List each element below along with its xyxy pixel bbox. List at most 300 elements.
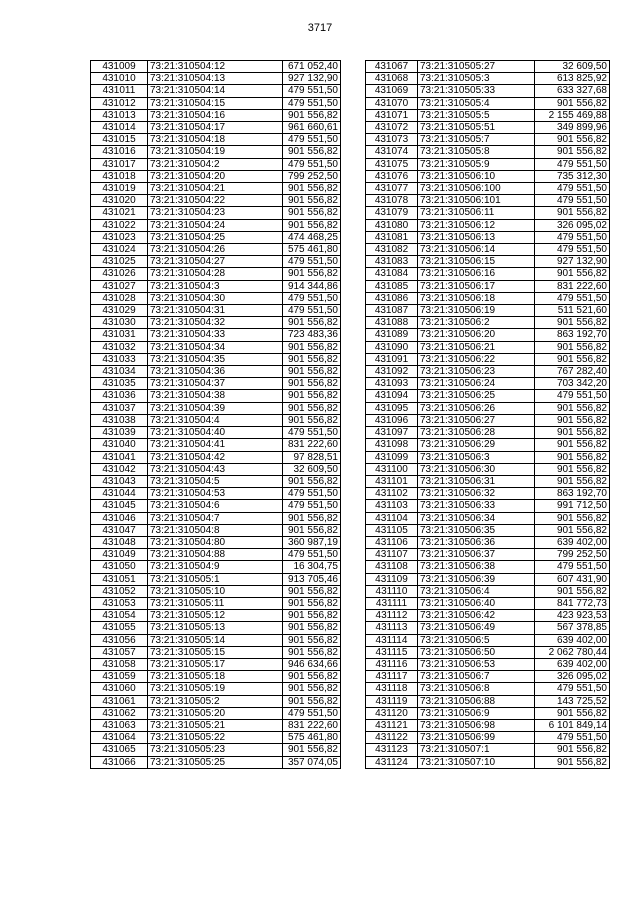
table-row — [366, 122, 610, 134]
record-number-cell: 431010 — [91, 73, 148, 85]
record-number-cell: 431072 — [366, 122, 418, 134]
value-cell: 901 556,82 — [283, 366, 341, 378]
value-cell: 914 344,86 — [283, 280, 341, 292]
table-row — [366, 305, 610, 317]
cadastral-number-cell: 73:21:310506:42 — [418, 610, 535, 622]
table-row — [91, 134, 341, 146]
record-number-cell: 431040 — [91, 439, 148, 451]
cadastral-number-cell: 73:21:310506:39 — [418, 573, 535, 585]
cadastral-number-cell: 73:21:310505:3 — [418, 73, 535, 85]
table-row — [366, 695, 610, 707]
table-row — [91, 646, 341, 658]
value-cell: 901 556,82 — [283, 610, 341, 622]
record-number-cell: 431121 — [366, 719, 418, 731]
record-number-cell: 431122 — [366, 732, 418, 744]
value-cell: 901 556,82 — [535, 146, 610, 158]
record-number-cell: 431104 — [366, 512, 418, 524]
table-row — [91, 439, 341, 451]
record-number-cell: 431100 — [366, 463, 418, 475]
cadastral-number-cell: 73:21:310506:2 — [418, 317, 535, 329]
cadastral-number-cell: 73:21:310506:33 — [418, 500, 535, 512]
value-cell: 927 132,90 — [535, 256, 610, 268]
record-number-cell: 431088 — [366, 317, 418, 329]
value-cell: 901 556,82 — [535, 414, 610, 426]
table-row — [91, 585, 341, 597]
value-cell: 863 192,70 — [535, 329, 610, 341]
table-row — [91, 317, 341, 329]
value-cell: 961 660,61 — [283, 122, 341, 134]
table-row — [366, 488, 610, 500]
value-cell: 901 556,82 — [283, 597, 341, 609]
value-cell: 901 556,82 — [535, 402, 610, 414]
value-cell: 349 899,96 — [535, 122, 610, 134]
record-number-cell: 431061 — [91, 695, 148, 707]
value-cell: 511 521,60 — [535, 305, 610, 317]
record-number-cell: 431060 — [91, 683, 148, 695]
cadastral-number-cell: 73:21:310506:3 — [418, 451, 535, 463]
cadastral-number-cell: 73:21:310506:101 — [418, 195, 535, 207]
cadastral-number-cell: 73:21:310505:13 — [148, 622, 283, 634]
value-cell: 671 052,40 — [283, 61, 341, 73]
cadastral-number-cell: 73:21:310506:36 — [418, 536, 535, 548]
value-cell: 901 556,82 — [283, 622, 341, 634]
record-number-cell: 431035 — [91, 378, 148, 390]
value-cell: 575 461,80 — [283, 732, 341, 744]
record-number-cell: 431111 — [366, 597, 418, 609]
cadastral-number-cell: 73:21:310505:18 — [148, 671, 283, 683]
record-number-cell: 431046 — [91, 512, 148, 524]
record-number-cell: 431071 — [366, 109, 418, 121]
cadastral-number-cell: 73:21:310504:38 — [148, 390, 283, 402]
record-number-cell: 431051 — [91, 573, 148, 585]
value-cell: 901 556,82 — [283, 634, 341, 646]
record-number-cell: 431044 — [91, 488, 148, 500]
record-number-cell: 431092 — [366, 366, 418, 378]
cadastral-number-cell: 73:21:310506:5 — [418, 634, 535, 646]
table-row — [366, 170, 610, 182]
cadastral-number-cell: 73:21:310504:16 — [148, 109, 283, 121]
value-cell: 479 551,50 — [283, 85, 341, 97]
table-row — [366, 219, 610, 231]
record-number-cell: 431050 — [91, 561, 148, 573]
record-number-cell: 431039 — [91, 427, 148, 439]
record-number-cell: 431115 — [366, 646, 418, 658]
table-row — [366, 366, 610, 378]
record-number-cell: 431023 — [91, 231, 148, 243]
table-row — [366, 658, 610, 670]
record-number-cell: 431062 — [91, 707, 148, 719]
cadastral-number-cell: 73:21:310505:8 — [418, 146, 535, 158]
value-cell: 831 222,60 — [283, 719, 341, 731]
cadastral-number-cell: 73:21:310504:32 — [148, 317, 283, 329]
table-row — [366, 353, 610, 365]
record-number-cell: 431014 — [91, 122, 148, 134]
table-row — [366, 744, 610, 756]
table-row — [91, 610, 341, 622]
value-cell: 735 312,30 — [535, 170, 610, 182]
table-row — [366, 231, 610, 243]
cadastral-number-cell: 73:21:310506:34 — [418, 512, 535, 524]
table-row — [91, 183, 341, 195]
value-cell: 479 551,50 — [283, 134, 341, 146]
cadastral-number-cell: 73:21:310506:38 — [418, 561, 535, 573]
record-number-cell: 431079 — [366, 207, 418, 219]
value-cell: 901 556,82 — [535, 451, 610, 463]
table-row — [366, 634, 610, 646]
cadastral-number-cell: 73:21:310505:14 — [148, 634, 283, 646]
table-row — [91, 488, 341, 500]
cadastral-number-cell: 73:21:310504:2 — [148, 158, 283, 170]
value-cell: 357 074,05 — [283, 756, 341, 768]
record-number-cell: 431067 — [366, 61, 418, 73]
record-number-cell: 431013 — [91, 109, 148, 121]
table-row — [366, 183, 610, 195]
record-number-cell: 431099 — [366, 451, 418, 463]
cadastral-number-cell: 73:21:310506:12 — [418, 219, 535, 231]
value-cell: 613 825,92 — [535, 73, 610, 85]
table-row — [366, 427, 610, 439]
value-cell: 479 551,50 — [535, 561, 610, 573]
cadastral-number-cell: 73:21:310504:42 — [148, 451, 283, 463]
cadastral-number-cell: 73:21:310506:32 — [418, 488, 535, 500]
value-cell: 360 987,19 — [283, 536, 341, 548]
record-number-cell: 431076 — [366, 170, 418, 182]
table-row — [366, 146, 610, 158]
value-cell: 479 551,50 — [283, 292, 341, 304]
value-cell: 901 556,82 — [535, 207, 610, 219]
cadastral-number-cell: 73:21:310504:4 — [148, 414, 283, 426]
value-cell: 326 095,02 — [535, 219, 610, 231]
value-cell: 479 551,50 — [535, 683, 610, 695]
value-cell: 479 551,50 — [535, 183, 610, 195]
cadastral-number-cell: 73:21:310504:7 — [148, 512, 283, 524]
value-cell: 901 556,82 — [283, 414, 341, 426]
cadastral-number-cell: 73:21:310506:29 — [418, 439, 535, 451]
record-number-cell: 431097 — [366, 427, 418, 439]
table-row — [366, 256, 610, 268]
record-number-cell: 431109 — [366, 573, 418, 585]
table-row — [91, 427, 341, 439]
table-row — [91, 244, 341, 256]
record-number-cell: 431056 — [91, 634, 148, 646]
value-cell: 799 252,50 — [535, 549, 610, 561]
value-cell: 901 556,82 — [535, 268, 610, 280]
table-row — [91, 573, 341, 585]
record-number-cell: 431041 — [91, 451, 148, 463]
value-cell: 901 556,82 — [535, 756, 610, 768]
table-row — [366, 85, 610, 97]
cadastral-number-cell: 73:21:310504:19 — [148, 146, 283, 158]
record-number-cell: 431028 — [91, 292, 148, 304]
value-cell: 901 556,82 — [283, 695, 341, 707]
value-cell: 901 556,82 — [283, 524, 341, 536]
table-row — [366, 73, 610, 85]
table-row — [91, 695, 341, 707]
value-cell: 946 634,66 — [283, 658, 341, 670]
cadastral-number-cell: 73:21:310504:43 — [148, 463, 283, 475]
record-number-cell: 431095 — [366, 402, 418, 414]
table-row — [366, 610, 610, 622]
table-row — [366, 195, 610, 207]
value-cell: 2 155 469,88 — [535, 109, 610, 121]
record-number-cell: 431049 — [91, 549, 148, 561]
cadastral-number-cell: 73:21:310505:15 — [148, 646, 283, 658]
table-row — [366, 500, 610, 512]
table-row — [91, 414, 341, 426]
cadastral-number-cell: 73:21:310504:9 — [148, 561, 283, 573]
value-cell: 901 556,82 — [283, 390, 341, 402]
cadastral-number-cell: 73:21:310506:24 — [418, 378, 535, 390]
cadastral-number-cell: 73:21:310504:5 — [148, 475, 283, 487]
cadastral-number-cell: 73:21:310505:2 — [148, 695, 283, 707]
value-cell: 479 551,50 — [283, 158, 341, 170]
table-row — [366, 134, 610, 146]
cadastral-number-cell: 73:21:310504:8 — [148, 524, 283, 536]
record-number-cell: 431091 — [366, 353, 418, 365]
table-row — [91, 292, 341, 304]
cadastral-number-cell: 73:21:310506:11 — [418, 207, 535, 219]
record-number-cell: 431114 — [366, 634, 418, 646]
table-row — [366, 622, 610, 634]
record-number-cell: 431045 — [91, 500, 148, 512]
record-number-cell: 431105 — [366, 524, 418, 536]
cadastral-number-cell: 73:21:310505:12 — [148, 610, 283, 622]
record-number-cell: 431093 — [366, 378, 418, 390]
table-row — [91, 73, 341, 85]
value-cell: 479 551,50 — [283, 500, 341, 512]
value-cell: 326 095,02 — [535, 671, 610, 683]
cadastral-number-cell: 73:21:310504:30 — [148, 292, 283, 304]
table-row — [91, 658, 341, 670]
value-cell: 863 192,70 — [535, 488, 610, 500]
table-row — [366, 573, 610, 585]
table-row — [91, 158, 341, 170]
record-number-cell: 431077 — [366, 183, 418, 195]
table-row — [91, 634, 341, 646]
record-number-cell: 431020 — [91, 195, 148, 207]
value-cell: 474 468,25 — [283, 231, 341, 243]
cadastral-number-cell: 73:21:310506:17 — [418, 280, 535, 292]
record-number-cell: 431024 — [91, 244, 148, 256]
table-row — [91, 146, 341, 158]
value-cell: 901 556,82 — [283, 207, 341, 219]
cadastral-number-cell: 73:21:310505:23 — [148, 744, 283, 756]
cadastral-number-cell: 73:21:310504:23 — [148, 207, 283, 219]
cadastral-number-cell: 73:21:310506:21 — [418, 341, 535, 353]
table-row — [366, 585, 610, 597]
value-cell: 479 551,50 — [283, 97, 341, 109]
value-cell: 901 556,82 — [283, 183, 341, 195]
record-number-cell: 431021 — [91, 207, 148, 219]
table-row — [91, 671, 341, 683]
table-row — [366, 671, 610, 683]
value-cell: 143 725,52 — [535, 695, 610, 707]
record-number-cell: 431123 — [366, 744, 418, 756]
record-number-cell: 431018 — [91, 170, 148, 182]
cadastral-number-cell: 73:21:310504:25 — [148, 231, 283, 243]
record-number-cell: 431053 — [91, 597, 148, 609]
record-number-cell: 431016 — [91, 146, 148, 158]
value-cell: 479 551,50 — [535, 292, 610, 304]
table-row — [91, 500, 341, 512]
record-number-cell: 431084 — [366, 268, 418, 280]
record-number-cell: 431096 — [366, 414, 418, 426]
value-cell: 901 556,82 — [535, 512, 610, 524]
record-number-cell: 431057 — [91, 646, 148, 658]
table-row — [366, 732, 610, 744]
record-number-cell: 431117 — [366, 671, 418, 683]
table-row — [366, 707, 610, 719]
cadastral-number-cell: 73:21:310505:21 — [148, 719, 283, 731]
table-row — [91, 109, 341, 121]
table-row — [91, 170, 341, 182]
table-row — [91, 329, 341, 341]
record-number-cell: 431065 — [91, 744, 148, 756]
record-number-cell: 431080 — [366, 219, 418, 231]
record-number-cell: 431048 — [91, 536, 148, 548]
cadastral-number-cell: 73:21:310504:88 — [148, 549, 283, 561]
record-number-cell: 431064 — [91, 732, 148, 744]
cadastral-number-cell: 73:21:310504:28 — [148, 268, 283, 280]
record-number-cell: 431047 — [91, 524, 148, 536]
record-number-cell: 431073 — [366, 134, 418, 146]
value-cell: 831 222,60 — [283, 439, 341, 451]
value-cell: 723 483,36 — [283, 329, 341, 341]
cadastral-number-cell: 73:21:310506:7 — [418, 671, 535, 683]
value-cell: 479 551,50 — [535, 390, 610, 402]
cadastral-number-cell: 73:21:310506:20 — [418, 329, 535, 341]
record-number-cell: 431113 — [366, 622, 418, 634]
value-cell: 901 556,82 — [535, 524, 610, 536]
cadastral-number-cell: 73:21:310505:7 — [418, 134, 535, 146]
record-number-cell: 431087 — [366, 305, 418, 317]
record-number-cell: 431082 — [366, 244, 418, 256]
value-cell: 32 609,50 — [283, 463, 341, 475]
record-number-cell: 431042 — [91, 463, 148, 475]
value-cell: 479 551,50 — [283, 549, 341, 561]
table-row — [366, 158, 610, 170]
page-number: 3717 — [307, 22, 333, 34]
record-number-cell: 431012 — [91, 97, 148, 109]
cadastral-number-cell: 73:21:310506:40 — [418, 597, 535, 609]
record-number-cell: 431017 — [91, 158, 148, 170]
cadastral-number-cell: 73:21:310504:14 — [148, 85, 283, 97]
record-number-cell: 431058 — [91, 658, 148, 670]
cadastral-number-cell: 73:21:310506:26 — [418, 402, 535, 414]
table-row — [366, 268, 610, 280]
cadastral-number-cell: 73:21:310506:99 — [418, 732, 535, 744]
value-cell: 901 556,82 — [535, 353, 610, 365]
value-cell: 575 461,80 — [283, 244, 341, 256]
cadastral-number-cell: 73:21:310505:4 — [418, 97, 535, 109]
table-row — [91, 97, 341, 109]
cadastral-number-cell: 73:21:310504:20 — [148, 170, 283, 182]
table-row — [366, 561, 610, 573]
cadastral-number-cell: 73:21:310506:31 — [418, 475, 535, 487]
record-number-cell: 431059 — [91, 671, 148, 683]
table-row — [366, 756, 610, 768]
value-cell: 901 556,82 — [535, 475, 610, 487]
value-cell: 767 282,40 — [535, 366, 610, 378]
record-number-cell: 431019 — [91, 183, 148, 195]
value-cell: 901 556,82 — [283, 378, 341, 390]
record-number-cell: 431074 — [366, 146, 418, 158]
cadastral-number-cell: 73:21:310506:19 — [418, 305, 535, 317]
record-number-cell: 431103 — [366, 500, 418, 512]
cadastral-number-cell: 73:21:310506:27 — [418, 414, 535, 426]
value-cell: 2 062 780,44 — [535, 646, 610, 658]
record-number-cell: 431102 — [366, 488, 418, 500]
record-number-cell: 431101 — [366, 475, 418, 487]
value-cell: 901 556,82 — [535, 439, 610, 451]
record-number-cell: 431106 — [366, 536, 418, 548]
table-row — [366, 719, 610, 731]
table-row — [366, 378, 610, 390]
cadastral-number-cell: 73:21:310506:13 — [418, 231, 535, 243]
table-row — [91, 353, 341, 365]
record-number-cell: 431052 — [91, 585, 148, 597]
cadastral-number-cell: 73:21:310504:12 — [148, 61, 283, 73]
cadastral-number-cell: 73:21:310507:1 — [418, 744, 535, 756]
record-number-cell: 431075 — [366, 158, 418, 170]
record-number-cell: 431033 — [91, 353, 148, 365]
record-number-cell: 431081 — [366, 231, 418, 243]
cadastral-number-cell: 73:21:310506:37 — [418, 549, 535, 561]
table-row — [91, 305, 341, 317]
cadastral-number-cell: 73:21:310504:53 — [148, 488, 283, 500]
cadastral-number-cell: 73:21:310506:50 — [418, 646, 535, 658]
cadastral-number-cell: 73:21:310505:19 — [148, 683, 283, 695]
value-cell: 901 556,82 — [283, 402, 341, 414]
table-row — [366, 61, 610, 73]
record-number-cell: 431094 — [366, 390, 418, 402]
value-cell: 913 705,46 — [283, 573, 341, 585]
value-cell: 901 556,82 — [283, 268, 341, 280]
table-row — [91, 451, 341, 463]
cadastral-number-cell: 73:21:310505:1 — [148, 573, 283, 585]
record-number-cell: 431089 — [366, 329, 418, 341]
table-row — [91, 85, 341, 97]
record-number-cell: 431083 — [366, 256, 418, 268]
cadastral-number-cell: 73:21:310504:17 — [148, 122, 283, 134]
table-row — [91, 536, 341, 548]
cadastral-number-cell: 73:21:310505:27 — [418, 61, 535, 73]
value-cell: 901 556,82 — [283, 683, 341, 695]
value-cell: 479 551,50 — [535, 231, 610, 243]
value-cell: 901 556,82 — [283, 671, 341, 683]
cadastral-number-cell: 73:21:310506:30 — [418, 463, 535, 475]
value-cell: 479 551,50 — [535, 158, 610, 170]
cadastral-number-cell: 73:21:310506:14 — [418, 244, 535, 256]
cadastral-number-cell: 73:21:310506:8 — [418, 683, 535, 695]
value-cell: 901 556,82 — [283, 109, 341, 121]
table-row — [91, 475, 341, 487]
value-cell: 901 556,82 — [283, 744, 341, 756]
cadastral-number-cell: 73:21:310505:10 — [148, 585, 283, 597]
cadastral-number-cell: 73:21:310505:20 — [148, 707, 283, 719]
value-cell: 901 556,82 — [535, 97, 610, 109]
value-cell: 901 556,82 — [283, 195, 341, 207]
value-cell: 32 609,50 — [535, 61, 610, 73]
table-row — [366, 536, 610, 548]
cadastral-number-cell: 73:21:310505:22 — [148, 732, 283, 744]
table-row — [91, 219, 341, 231]
cadastral-number-cell: 73:21:310506:28 — [418, 427, 535, 439]
record-number-cell: 431108 — [366, 561, 418, 573]
value-cell: 633 327,68 — [535, 85, 610, 97]
table-row — [91, 390, 341, 402]
value-cell: 479 551,50 — [535, 195, 610, 207]
